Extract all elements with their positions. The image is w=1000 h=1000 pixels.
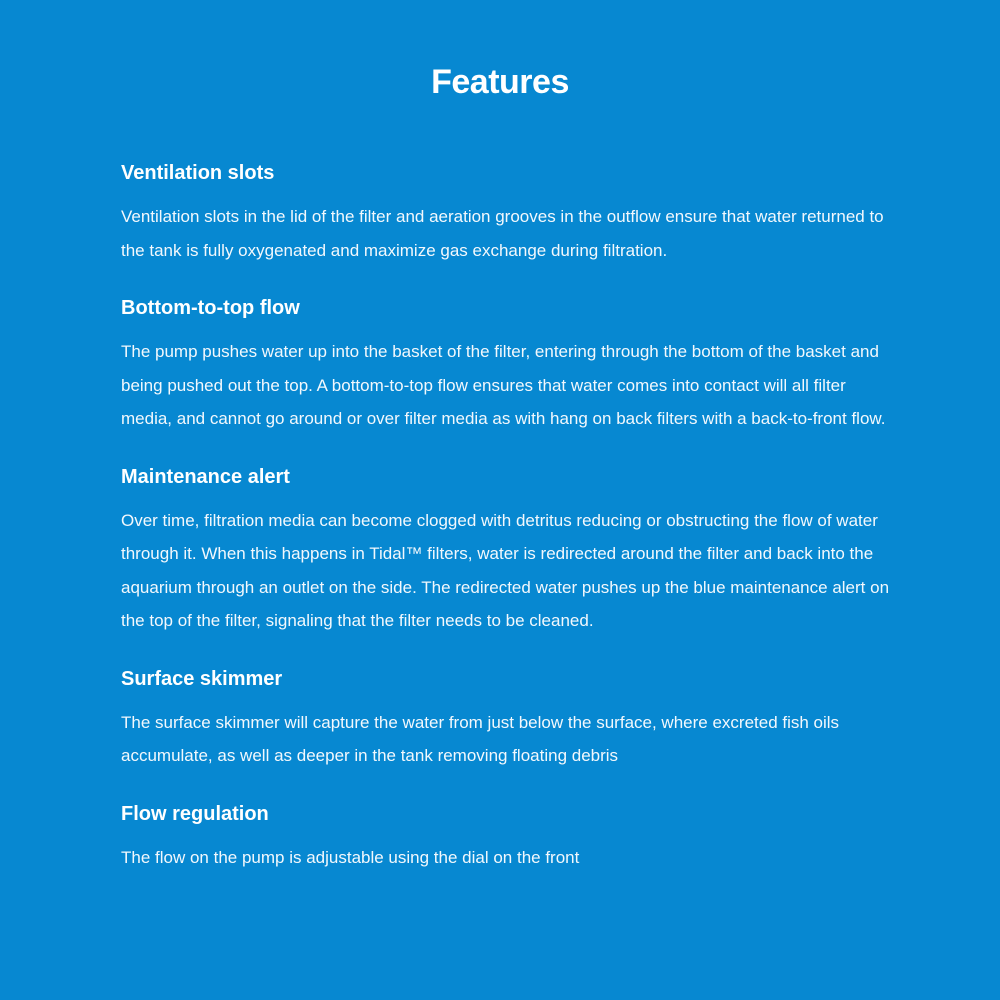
feature-description: Over time, filtration media can become clogged with detritus reducing or obstructing the flow of water through it. When this happens in Tidal™ filters, water is redirected around the filter and back into the aquarium through an outlet on the side. The redirected water pushes up the blue maintenance alert on the top of the filter, signaling that the filter needs to be cleaned. [121, 510, 890, 630]
feature-ventilation-slots [121, 160, 891, 267]
feature-description: Ventilation slots in the lid of the filter and aeration grooves in the outflow ensure that water returned to the tank is fully oxygenated and maximize gas exchange during filtration. [121, 207, 884, 260]
features-list [121, 160, 891, 902]
feature-maintenance-alert [121, 464, 891, 638]
feature-heading: Ventilation slots [121, 162, 275, 184]
feature-description: The surface skimmer will capture the water from just below the surface, where excreted fish oils accumulate, as well as deeper in the tank removing floating debris [121, 712, 840, 765]
feature-heading: Bottom-to-top flow [121, 297, 300, 319]
feature-description: The flow on the pump is adjustable using the dial on the front [121, 847, 580, 867]
feature-heading: Maintenance alert [121, 465, 290, 488]
feature-flow-regulation [121, 801, 891, 875]
feature-bottom-to-top-flow [121, 295, 891, 436]
feature-description: The pump pushes water up into the basket of the filter, entering through the bottom of the basket and being pushed out the top. A bottom-to-top flow ensures that water comes into contact will all filter media, and cannot go around or over filter media as with hang on back filters with a back-to-front flow. [121, 342, 886, 428]
page-title: Features [431, 63, 569, 101]
feature-heading: Flow regulation [121, 802, 269, 825]
feature-heading: Surface skimmer [121, 667, 283, 690]
feature-surface-skimmer [121, 666, 891, 773]
